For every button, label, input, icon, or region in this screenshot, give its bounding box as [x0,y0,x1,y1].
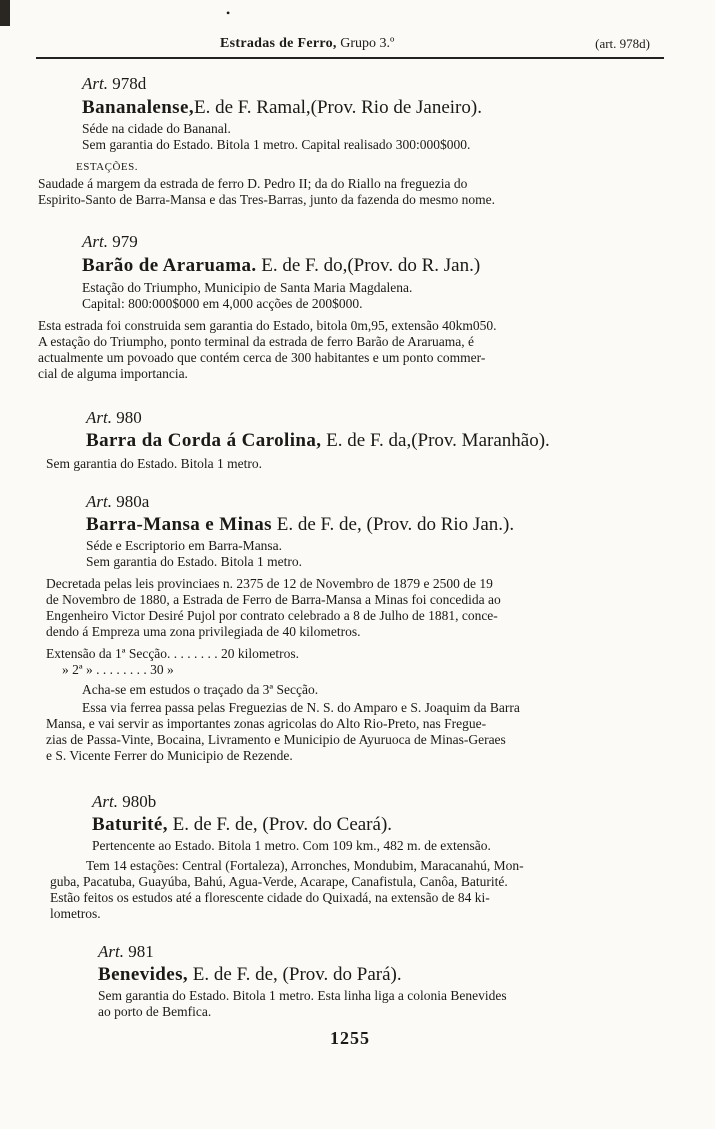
article-number: Art. 978d [82,74,147,93]
entry-line: Pertencente ao Estado. Bitola 1 metro. Com 109 km., 482 m. de extensão. [92,838,491,853]
running-header [36,36,668,56]
entry-line: ao porto de Bemfica. [98,1004,212,1019]
entry-line: Sem garantia do Estado. Bitola 1 metro. [86,554,302,569]
entry-line: actualmente um povoado que contém cerca de 300 habitantes e um ponto commer- [38,350,486,365]
railway-name: Barra da Corda á Carolina, E. de F. da,(Prov. Maranhão). [86,430,550,451]
entry-line: Extensão da 1ª Secção. . . . . . . . 20 kilometros. [46,646,300,661]
entry-line: Esta estrada foi construida sem garantia do Estado, bitola 0m,95, extensão 40km050. [38,318,497,333]
entry-line: dendo á Empreza uma zona privilegiada de 40 kilometros. [46,624,361,639]
entry-line: Engenheiro Victor Desiré Pujol por contrato celebrado a 8 de Julho de 1881, conce- [46,608,498,623]
entry-line: lometros. [50,906,101,921]
entry-line: Decretada pelas leis provinciaes n. 2375 de 12 de Novembro de 1879 e 2500 de 19 [46,576,493,591]
article-number: Art. 980a [86,492,150,511]
railway-name: Bananalense,E. de F. Ramal,(Prov. Rio de Janeiro). [82,97,482,118]
entry-line: Tem 14 estações: Central (Fortaleza), Arronches, Mondubim, Maracanahú, Mon- [86,858,524,873]
entry-line: Espirito-Santo de Barra-Mansa e das Tres-Barras, junto da fazenda do mesmo nome. [38,192,496,207]
entry-line: Estão feitos os estudos até a florescente cidade do Quixadá, na extensão de 84 ki- [50,890,490,905]
section-label: ESTAÇÕES. [76,161,138,173]
entry-line: guba, Pacatuba, Guayúba, Bahú, Agua-Verde, Acarape, Canafistula, Canôa, Baturité. [50,874,508,889]
railway-name: Baturité, E. de F. de, (Prov. do Ceará). [92,814,393,835]
header-rule [36,57,664,59]
entry-line: Sem garantia do Estado. Bitola 1 metro. Esta linha liga a colonia Benevides [98,988,507,1003]
railway-name: Barão de Araruama. E. de F. do,(Prov. do R. Jan.) [82,255,481,276]
article-number: Art. 979 [82,232,138,251]
entry-line: Séde e Escriptorio em Barra-Mansa. [86,538,283,553]
entry-line: e S. Vicente Ferrer do Municipio de Rezende. [46,748,293,763]
entry-line: Mansa, e vai servir as importantes zonas agricolas do Alto Rio-Preto, nas Fregue- [46,716,487,731]
ink-speck: • [226,6,231,20]
article-number: Art. 980b [92,792,157,811]
page-edge-mark [0,0,10,26]
entry-line: Acha-se em estudos o traçado da 3ª Secção. [82,682,319,697]
article-number: Art. 980 [86,408,142,427]
entry-line: cial de alguma importancia. [38,366,188,381]
entry-line: Estação do Triumpho, Municipio de Santa Maria Magdalena. [82,280,413,295]
railway-name: Barra-Mansa e Minas E. de F. de, (Prov. do Rio Jan.). [86,514,515,535]
article-number: Art. 981 [98,942,154,961]
header-article-ref: (art. 978d) [595,36,650,51]
page-number: 1255 [330,1028,370,1048]
entry-line: A estação do Triumpho, ponto terminal da estrada de ferro Barão de Araruama, é [38,334,474,349]
entry-line: Sem garantia do Estado. Bitola 1 metro. [46,456,262,471]
entry-line: Essa via ferrea passa pelas Freguezias de N. S. do Amparo e S. Joaquim da Barra [82,700,520,715]
entry-line: Séde na cidade do Bananal. [82,121,231,136]
entry-line: Saudade á margem da estrada de ferro D. Pedro II; da do Riallo na freguezia do [38,176,468,191]
entry-line: zias de Passa-Vinte, Bocaina, Livramento e Municipio de Ayuruoca de Minas-Geraes [46,732,506,747]
railway-name: Benevides, E. de F. de, (Prov. do Pará). [98,964,402,985]
entry-line: de Novembro de 1880, a Estrada de Ferro de Barra-Mansa a Minas foi concedida ao [46,592,501,607]
entry-line: » 2ª » . . . . . . . . 30 » [62,662,174,677]
header-title: Estradas de Ferro, Grupo 3.º [220,36,395,51]
entry-line: Capital: 800:000$000 em 4,000 acções de 200$000. [82,296,363,311]
entry-line: Sem garantia do Estado. Bitola 1 metro. Capital realisado 300:000$000. [82,137,471,152]
